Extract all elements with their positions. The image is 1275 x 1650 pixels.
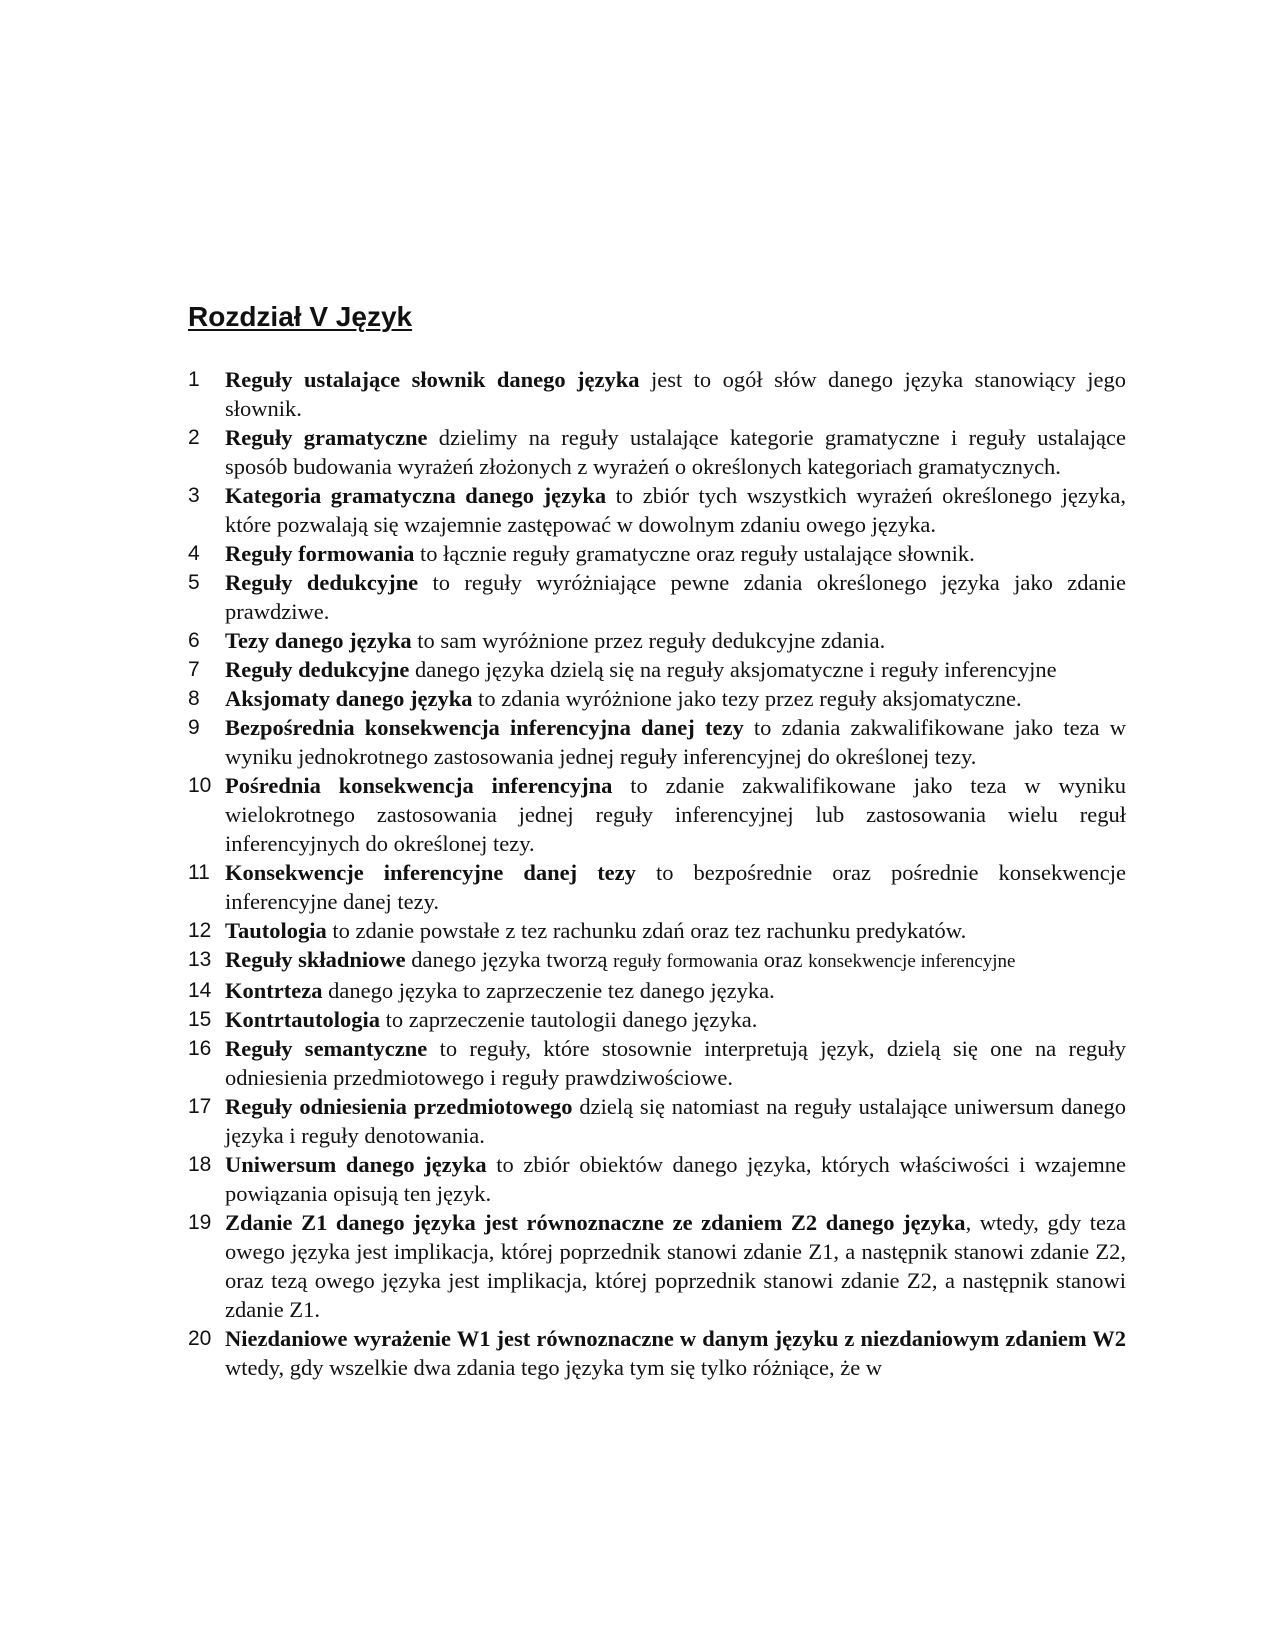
item-definition-joiner: oraz (758, 947, 809, 972)
item-term: Reguły dedukcyjne (225, 657, 410, 682)
item-number: 16 (188, 1037, 212, 1060)
list-item (188, 481, 1126, 539)
list-item (188, 713, 1126, 771)
item-term: Konsekwencje inferencyjne danej tezy (225, 860, 636, 885)
item-number: 9 (188, 716, 200, 739)
item-text (225, 771, 1126, 858)
list-item (188, 771, 1126, 858)
list-item (188, 1092, 1126, 1150)
item-definition: danego języka dzielą się na reguły aksjomatyczne i reguły inferencyjne (409, 657, 1057, 682)
item-number: 1 (188, 368, 200, 391)
item-term: Zdanie Z1 danego języka jest równoznaczne ze zdaniem Z2 danego języka (225, 1210, 966, 1235)
list-item (188, 1208, 1126, 1324)
item-term: Tezy danego języka (225, 628, 412, 653)
item-term: Reguły odniesienia przedmiotowego (225, 1094, 573, 1119)
item-definition: to zdanie powstałe z tez rachunku zdań oraz tez rachunku predykatów. (326, 918, 967, 943)
list-item (188, 1034, 1126, 1092)
item-text (225, 1034, 1126, 1092)
item-text (225, 916, 1126, 945)
item-definition: danego języka tworzą (405, 947, 614, 972)
list-item (188, 626, 1126, 655)
item-definition-small: reguły formowania (613, 951, 759, 972)
list-item (188, 1324, 1126, 1382)
item-number: 3 (188, 484, 200, 507)
item-text (225, 1324, 1126, 1382)
item-term: Bezpośrednia konsekwencja inferencyjna danej tezy (225, 715, 744, 740)
list-item (188, 423, 1126, 481)
item-term: Reguły semantyczne (225, 1036, 428, 1061)
item-definition: jest to ogół słów danego języka stanowiący jego słownik. (225, 367, 1126, 421)
item-definition: to sam wyróżnione przez reguły dedukcyjne zdania. (411, 628, 886, 653)
item-definition: to zdania zakwalifikowane jako teza w wyniku jednokrotnego zastosowania jednej reguły inferencyjnej do określonej tezy. (225, 715, 1126, 769)
item-term: Kontrteza (225, 978, 323, 1003)
list-item (188, 655, 1126, 684)
item-term: Niezdaniowe wyrażenie W1 jest równoznaczne w danym języku z niezdaniowym zdaniem W2 (225, 1326, 1126, 1351)
item-definition: to zbiór obiektów danego języka, których właściwości i wzajemne powiązania opisują ten język. (225, 1152, 1126, 1206)
item-number: 15 (188, 1008, 212, 1031)
item-text (225, 713, 1126, 771)
item-number: 12 (188, 919, 212, 942)
item-number: 17 (188, 1095, 212, 1118)
list-item (188, 1005, 1126, 1034)
item-definition: dzielimy na reguły ustalające kategorie gramatyczne i reguły ustalające sposób budowania wyrażeń złożonych z wyrażeń o określonych kategoriach gramatycznych. (225, 425, 1126, 479)
item-term: Tautologia (225, 918, 327, 943)
list-item (188, 684, 1126, 713)
list-item (188, 539, 1126, 568)
item-term: Kontrtautologia (225, 1007, 380, 1032)
list-item (188, 1150, 1126, 1208)
item-text (225, 626, 1126, 655)
item-definition: to łącznie reguły gramatyczne oraz reguły ustalające słownik. (414, 541, 975, 566)
item-text (225, 976, 1126, 1005)
item-term: Reguły ustalające słownik danego języka (225, 367, 640, 392)
item-text (225, 568, 1126, 626)
chapter-title: Rozdział V Język (188, 301, 413, 332)
item-text (225, 423, 1126, 481)
item-definition: to zbiór tych wszystkich wyrażeń określonego języka, które pozwalają się wzajemnie zastępować w dowolnym zdaniu owego języka. (225, 483, 1127, 537)
list-item (188, 945, 1126, 976)
item-number: 13 (188, 948, 212, 971)
item-term: Pośrednia konsekwencja inferencyjna (225, 773, 613, 798)
item-text (225, 858, 1126, 916)
item-definition: to zdanie zakwalifikowane jako teza w wyniku wielokrotnego zastosowania jednej reguły inferencyjnej lub zastosowania wielu reguł inferencyjnych do określonej tezy. (225, 773, 1126, 856)
item-definition: dzielą się natomiast na reguły ustalające uniwersum danego języka i reguły denotowania. (225, 1094, 1127, 1148)
item-term: Reguły dedukcyjne (225, 570, 419, 595)
item-number: 20 (188, 1327, 212, 1350)
item-definition: to bezpośrednie oraz pośrednie konsekwencje inferencyjne danej tezy. (225, 860, 1127, 914)
item-term: Aksjomaty danego języka (225, 686, 473, 711)
item-definition: to zaprzeczenie tautologii danego języka. (380, 1007, 758, 1032)
item-text (225, 1208, 1126, 1324)
item-number: 4 (188, 542, 200, 565)
item-number: 2 (188, 426, 200, 449)
item-definition: danego języka to zaprzeczenie tez danego języka. (322, 978, 775, 1003)
item-number: 11 (188, 861, 210, 884)
item-text (225, 945, 1126, 976)
item-number: 10 (188, 774, 212, 797)
item-definition: , wtedy, gdy teza owego języka jest implikacja, której poprzednik stanowi zdanie Z1, a następnik stanowi zdanie Z2, oraz tezą owego języka jest implikacja, której poprzednik stanowi zdanie Z2, a następnik stanowi zdanie Z1. (225, 1210, 1126, 1322)
list-item (188, 916, 1126, 945)
item-number: 19 (188, 1211, 212, 1234)
item-definition: to reguły, które stosownie interpretują język, dzielą się one na reguły odniesienia przedmiotowego i reguły prawdziwościowe. (225, 1036, 1126, 1090)
list-item (188, 568, 1126, 626)
item-term: Reguły składniowe (225, 947, 406, 972)
item-number: 5 (188, 571, 200, 594)
item-text (225, 1092, 1126, 1150)
item-number: 18 (188, 1153, 212, 1176)
item-text (225, 1005, 1126, 1034)
list-item (188, 976, 1126, 1005)
item-text (225, 684, 1126, 713)
item-text (225, 365, 1126, 423)
item-number: 14 (188, 979, 212, 1002)
item-term: Reguły formowania (225, 541, 415, 566)
item-number: 7 (188, 658, 200, 681)
item-number: 6 (188, 629, 200, 652)
item-number: 8 (188, 687, 200, 710)
item-definition-small: konsekwencje inferencyjne (808, 951, 1016, 972)
item-text (225, 481, 1126, 539)
item-term: Reguły gramatyczne (225, 425, 428, 450)
list-item (188, 365, 1126, 423)
item-definition: to reguły wyróżniające pewne zdania określonego języka jako zdanie prawdziwe. (225, 570, 1126, 624)
item-text (225, 539, 1126, 568)
item-definition: to zdania wyróżnione jako tezy przez reguły aksjomatyczne. (472, 686, 1022, 711)
definition-list (188, 365, 1126, 1382)
item-definition: wtedy, gdy wszelkie dwa zdania tego języka tym się tylko różniące, że w (225, 1355, 883, 1380)
item-term: Kategoria gramatyczna danego języka (225, 483, 607, 508)
item-text (225, 1150, 1126, 1208)
list-item (188, 858, 1126, 916)
item-text (225, 655, 1126, 684)
item-term: Uniwersum danego języka (225, 1152, 487, 1177)
